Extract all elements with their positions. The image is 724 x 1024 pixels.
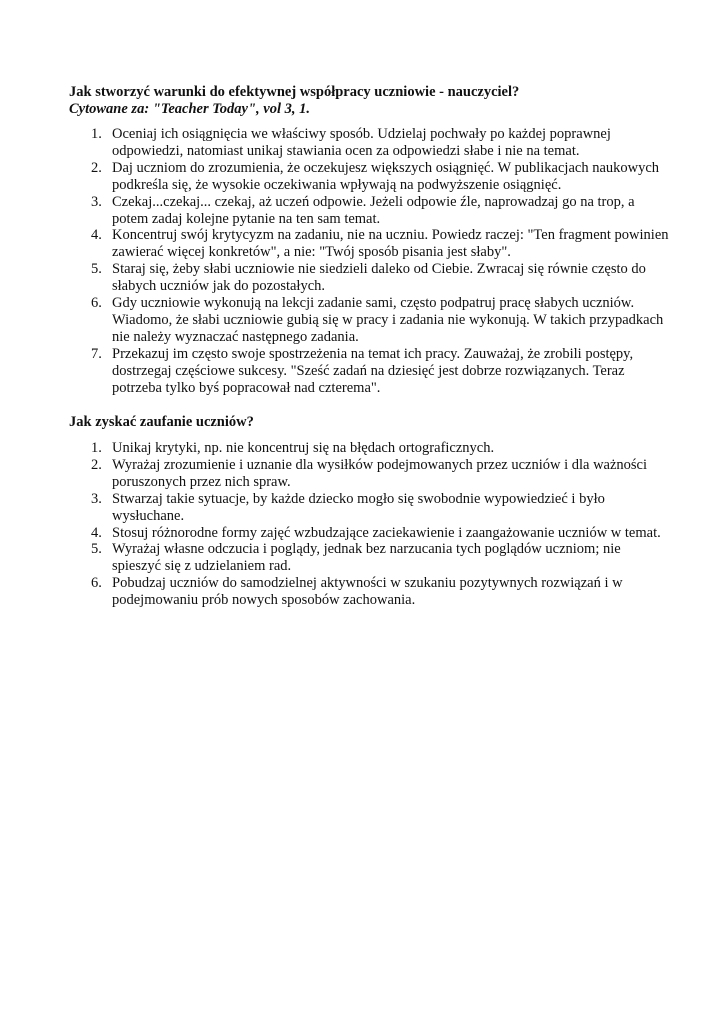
section-2-title: Jak zyskać zaufanie uczniów? bbox=[69, 414, 254, 430]
list-item-number: 7. bbox=[91, 345, 102, 362]
section-1-list bbox=[69, 126, 669, 397]
list-item-text: Oceniaj ich osiągnięcia we właściwy sposób. Udzielaj pochwały po każdej poprawnej odpowiedzi, natomiast unikaj stawiania ocen za odpowiedzi słabe i nie na temat. bbox=[112, 126, 611, 159]
list-item-number: 6. bbox=[91, 575, 102, 592]
list-item-text: Wyrażaj zrozumienie i uznanie dla wysiłków podejmowanych przez uczniów i dla ważności poruszonych przez nich spraw. bbox=[112, 456, 648, 490]
list-item bbox=[69, 261, 669, 295]
list-item-number: 1. bbox=[91, 440, 102, 456]
list-item-number: 2. bbox=[91, 159, 102, 176]
list-item-text: Gdy uczniowie wykonują na lekcji zadanie sami, często podpatruj pracę słabych uczniów. Wiadomo, że słabi uczniowie gubią się w pracy i zadania nie wykonują. W takich przypadkach nie należy wyznaczać następnego zadania. bbox=[112, 295, 664, 345]
list-item bbox=[69, 541, 669, 575]
list-item bbox=[69, 126, 669, 160]
list-item-number: 3. bbox=[91, 490, 102, 507]
list-item-text: Staraj się, żeby słabi uczniowie nie siedzieli daleko od Ciebie. Zwracaj się równie często do słabych uczniów jak do pozostałych. bbox=[112, 261, 646, 295]
list-item-text: Pobudzaj uczniów do samodzielnej aktywności w szukaniu pozytywnych rozwiązań i w podejmowaniu prób nowych sposobów zachowania. bbox=[112, 575, 623, 609]
list-item bbox=[69, 457, 669, 491]
list-item-text: Przekazuj im często swoje spostrzeżenia na temat ich pracy. Zauważaj, że zrobili postępy, dostrzegaj częściowe sukcesy. "Sześć zadań na dziesięć jest dobrze rozwiązanych. Teraz potrzeba tylko byś popracował nad czterema". bbox=[112, 345, 634, 396]
list-item-text: Stwarzaj takie sytuacje, by każde dziecko mogło się swobodnie wypowiedzieć i było wysłuchane. bbox=[112, 490, 605, 524]
list-item bbox=[69, 491, 669, 525]
list-item bbox=[69, 194, 669, 228]
list-item-text: Czekaj...czekaj... czekaj, aż uczeń odpowie. Jeżeli odpowie źle, naprowadzaj go na trop, a potem zadaj kolejne pytanie na ten sam temat. bbox=[112, 193, 635, 227]
list-item-text: Unikaj krytyki, np. nie koncentruj się na błędach ortograficznych. bbox=[112, 440, 495, 456]
list-item-number: 5. bbox=[91, 541, 102, 558]
list-item bbox=[69, 227, 669, 261]
section-1-title: Jak stworzyć warunki do efektywnej współpracy uczniowie - nauczyciel? bbox=[69, 84, 520, 100]
list-item-number: 4. bbox=[91, 524, 102, 541]
citation: Cytowane za: "Teacher Today", vol 3, 1. bbox=[69, 101, 310, 117]
list-item-number: 4. bbox=[91, 227, 102, 244]
list-item-number: 6. bbox=[91, 295, 102, 312]
list-item bbox=[69, 346, 669, 397]
list-item bbox=[69, 295, 669, 346]
list-item bbox=[69, 440, 669, 457]
list-item-text: Koncentruj swój krytycyzm na zadaniu, nie na uczniu. Powiedz raczej: "Ten fragment powinien zawierać więcej konkretów", a nie: "Twój sposób pisania jest słaby". bbox=[112, 227, 669, 261]
list-item-number: 1. bbox=[91, 126, 102, 142]
list-item-text: Wyrażaj własne odczucia i poglądy, jednak bez narzucania tych poglądów uczniom; nie spieszyć się z udzielaniem rad. bbox=[112, 541, 621, 575]
list-item-text: Stosuj różnorodne formy zajęć wzbudzające zaciekawienie i zaangażowanie uczniów w temat. bbox=[112, 524, 661, 541]
list-item-number: 2. bbox=[91, 456, 102, 473]
list-item bbox=[69, 575, 669, 609]
list-item bbox=[69, 525, 669, 542]
list-item-number: 3. bbox=[91, 193, 102, 210]
list-item bbox=[69, 160, 669, 194]
section-2-list bbox=[69, 440, 669, 609]
list-item-number: 5. bbox=[91, 261, 102, 278]
list-item-text: Daj uczniom do zrozumienia, że oczekujesz większych osiągnięć. W publikacjach naukowych podkreśla się, że wysokie oczekiwania wpływają na podwyższenie osiągnięć. bbox=[112, 159, 660, 193]
